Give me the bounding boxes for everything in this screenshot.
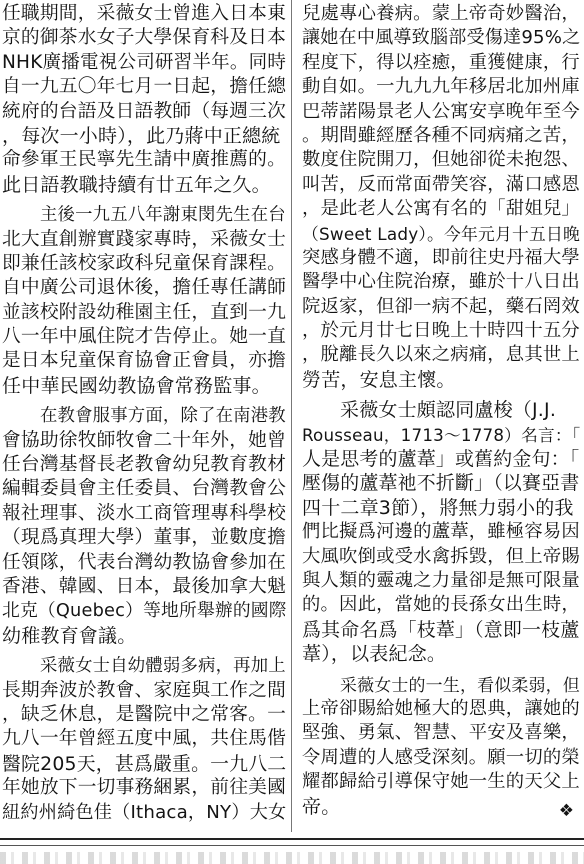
text-line: 自一九五〇年七月一日起，擔任總 <box>2 76 287 98</box>
paragraph-career-japan <box>2 2 286 197</box>
text-line: （現爲真理大學）董事，並數度擔 <box>2 527 287 549</box>
paragraph-illness <box>2 654 286 825</box>
text-line: 采薇女士的一生，看似柔弱，但 <box>340 674 580 695</box>
left-column <box>2 2 286 825</box>
paragraph-rousseau-reed <box>302 398 580 666</box>
text-line: 數度住院開刀，但她卻從未抱怨、 <box>302 149 580 171</box>
text-line: （Sweet Lady）。今年元月十五日晚 <box>302 223 581 244</box>
text-line: 巴蒂諾陽景老人公寓安享晚年至今 <box>302 100 580 122</box>
text-line: 爲其命名爲「枝葦」（意即一枝蘆 <box>302 618 580 641</box>
text-line: 讓她在中風導致腦部受傷達95%之 <box>302 27 581 49</box>
text-line: 與人類的靈魂之力量卻是無可限量 <box>302 569 580 591</box>
text-line: Rousseau，1713～1778）名言：「 <box>302 424 581 445</box>
paragraph-church-service <box>2 404 286 648</box>
text-line: 醫學中心住院治療，雖於十八日出 <box>302 271 580 293</box>
text-line: 人是思考的蘆葦」或舊約金句：「 <box>302 448 580 471</box>
text-line: 紐約州綺色佳（Ithaca，NY）大女 <box>2 801 287 823</box>
text-line: 自中廣公司退休後，擔任專任講師 <box>2 277 287 299</box>
column-divider <box>291 0 292 832</box>
text-line: 年她放下一切事務綑累，前往美國 <box>2 777 287 799</box>
text-line: 任職期間，采薇女士曾進入日本東 <box>2 3 287 24</box>
text-line: 采薇女士頗認同盧梭（J.J. <box>340 399 557 422</box>
text-line: 耀都歸給引導保守她一生的天父上 <box>302 771 580 793</box>
end-of-article-ornament-icon: ❖ <box>558 800 574 821</box>
right-column <box>302 2 580 819</box>
text-line: 即兼任該校家政科兒童保育課程。 <box>2 252 287 274</box>
text-line: 京的御茶水女子大學保育科及日本 <box>2 27 287 49</box>
bottom-rule-thin <box>0 845 584 846</box>
text-line: 動自如。一九九九年移居北加州庫 <box>302 76 580 98</box>
text-line: 幼稚教育會議。 <box>2 624 137 647</box>
text-line: 堅強、勇氣、智慧、平安及喜樂， <box>302 722 580 744</box>
text-line: 北大直創辦實踐家專時，采薇女士 <box>2 228 287 250</box>
text-line: 叫苦，反而常面帶笑容，滿口感恩 <box>302 173 580 195</box>
text-line: 院返家，但卻一病不起，藥石罔效 <box>302 295 580 317</box>
paragraph-recovery <box>302 2 580 392</box>
text-line: 兒處專心養病。蒙上帝奇妙醫治， <box>302 3 580 24</box>
text-line: 八一年中風住院才告停止。她一直 <box>2 326 287 348</box>
text-line: 們比擬爲河邊的蘆葦，雖極容易因 <box>302 521 580 543</box>
text-line: 四十二章3節），將無力弱小的我 <box>302 496 574 519</box>
text-line: 此日語教職持續有廿五年之久。 <box>2 173 271 196</box>
text-line: 突感身體不適，即前往史丹福大學 <box>302 246 580 268</box>
text-line: ，於元月廿七日晚上十時四十五分 <box>302 320 580 342</box>
text-line: ，是此老人公寓有名的「甜姐兒」 <box>302 198 580 220</box>
text-line: 是日本兒童保育協會正會員，亦擔 <box>2 350 287 372</box>
text-line: 。期間雖經歷各種不同病痛之苦， <box>302 124 580 146</box>
text-line: 統府的台語及日語教師（每週三次 <box>2 100 287 122</box>
paragraph-shijian-college <box>2 203 286 398</box>
text-line: 采薇女士自幼體弱多病，再加上 <box>40 656 286 677</box>
text-line: 命參軍王民寧先生請中廣推薦的。 <box>2 149 287 171</box>
text-line: 香港、韓國、日本，最後加拿大魁 <box>2 575 287 597</box>
text-line: ，缺乏休息，是醫院中之常客。一 <box>2 703 287 725</box>
text-line: NHK廣播電視公司研習半年。同時 <box>2 51 287 73</box>
paragraph-conclusion <box>302 673 580 819</box>
text-line: 程度下，得以痊癒，重獲健康，行 <box>302 51 580 73</box>
text-line: 北克（Quebec）等地所舉辦的國際 <box>2 601 287 622</box>
text-line: 壓傷的蘆葦祂不折斷」（以賽亞書 <box>302 472 580 495</box>
text-line: 編輯委員會主任委員、台灣教會公 <box>2 478 287 500</box>
text-line: 九八一年曾經五度中風，共住馬偕 <box>2 728 287 750</box>
text-line: 並該校附設幼稚園主任，直到一九 <box>2 301 287 323</box>
text-line: ，每次一小時），此乃蔣中正總統 <box>2 124 281 147</box>
text-line: 上帝卻賜給她極大的恩典，讓她的 <box>302 697 580 719</box>
text-line: 長期奔波於教會、家庭與工作之間 <box>2 679 287 701</box>
text-line: 任中華民國幼教協會常務監事。 <box>2 374 271 397</box>
text-line: 令周遭的人感受深刻。願一切的榮 <box>302 746 580 768</box>
text-line: 任台灣基督長老教會幼兒教育教材 <box>2 454 287 476</box>
text-line: 葦），以表紀念。 <box>302 643 447 666</box>
bottom-scan-strip <box>0 852 584 864</box>
text-line: 醫院205天，甚爲嚴重。一九八二 <box>2 752 287 775</box>
bottom-rule <box>0 838 584 840</box>
text-line: 報社理事、淡水工商管理專科學校 <box>2 502 287 524</box>
text-line: 的。因此，當她的長孫女出生時， <box>302 594 580 616</box>
text-line: 勞苦，安息主懷。 <box>302 368 456 391</box>
text-line: ，脫離長久以來之病痛，息其世上 <box>302 344 580 366</box>
text-line: 主後一九五八年謝東閔先生在台 <box>40 205 286 226</box>
text-line: 帝。 <box>302 795 341 818</box>
text-line: 會協助徐牧師牧會二十年外，她曾 <box>2 429 287 451</box>
text-line: 任領隊，代表台灣幼教協會參加在 <box>2 551 287 573</box>
text-line: 在教會服事方面，除了在南港教 <box>40 406 286 427</box>
text-line: 大風吹倒或受水禽拆毀，但上帝賜 <box>302 545 580 567</box>
